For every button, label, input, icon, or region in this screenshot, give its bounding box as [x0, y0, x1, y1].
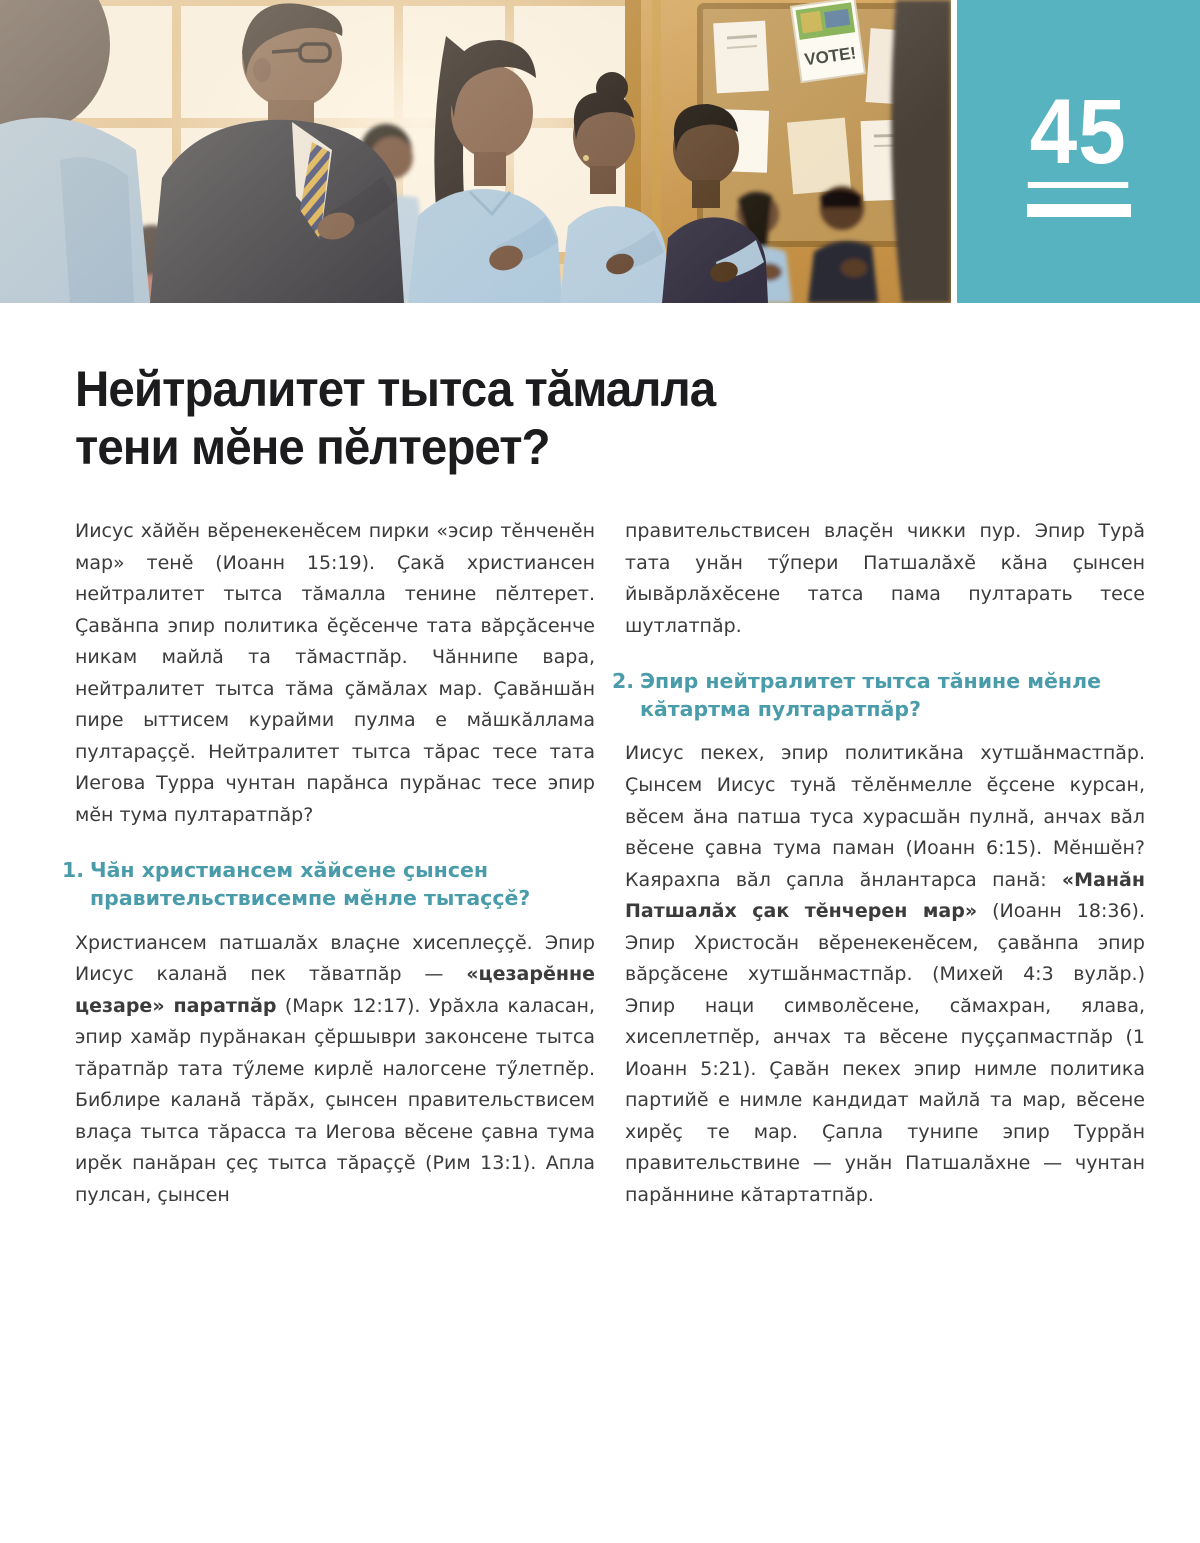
- paragraph: [625, 516, 1145, 642]
- light-haze-overlay: [0, 0, 951, 303]
- section-number: 1.: [62, 858, 85, 883]
- hero: [0, 0, 1200, 303]
- paragraph: [75, 516, 595, 831]
- page-title-line2: тени мӗне пӗлтерет?: [75, 419, 550, 475]
- paragraph-text: (Марк 12:17). Урӑхла каласан, эпир хамӑр пурӑнакан ҫӗршыври законсене тытса тӑратпӑр тата тӳлеме кирлӗ налогсене тӳлетпӗр. Библире каланӑ тӑрӑх, ҫынсен правительствисем влаҫа тытса тӑрасса та Иегова вӗсене ҫавна тума ирӗк панӑран ҫеҫ тытса тӑраҫҫӗ (Рим 13:1). Апла пулсан, ҫынсен: [75, 994, 596, 1206]
- column-left: [62, 516, 596, 1237]
- lesson-number: 45: [1028, 86, 1129, 188]
- page-title-line1: Нейтралитет тытса тӑмалла: [75, 361, 716, 417]
- section-heading: [62, 857, 595, 912]
- paragraph-text: Христиансем патшалӑх влаҫне хисеплеҫҫӗ. Эпир Иисус каланӑ пек тӑватпӑр —: [75, 931, 595, 986]
- paragraph-text: Иисус пекех, эпир политикӑна хутшӑнмастпӑр. Ҫынсем Иисус тунӑ тӗлӗнмелле ӗҫсене курсан, вӗсем ӑна патша туса хурасшӑн пулнӑ, анчах вӑл вӗсене ҫавна тума паман (Иоанн 6:15). Мӗншӗн? Каярахпа вӑл ҫапла ӑнлантарса панӑ:: [625, 742, 1145, 891]
- paragraph: [75, 928, 595, 1212]
- hero-photo: [0, 0, 951, 303]
- paragraph-text: Иисус хӑйӗн вӗренекенӗсем пирки «эсир тӗнченӗн мар» тенӗ (Иоанн 15:19). Ҫакӑ христиансен нейтралитет тытса тӑмалла тенине пӗлтерет. Ҫавӑнпа эпир политика ӗҫӗсенче тата вӑрҫӑсенче никам майлӑ та тӑмастпӑр. Чӑннипе вара, нейтралитет тытса тӑма ҫӑмӑлах мар. Ҫавӑншӑн пире ыттисем курайми пулма е мӑшкӑллама пултараҫҫӗ. Нейтралитет тытса тӑрас тесе тата Иегова Турра чунтан парӑнса пурӑнас тесе эпир мӗн тума пултаратпӑр?: [75, 520, 595, 826]
- section-heading-text: Чӑн христиансем хӑйсене ҫынсен правительствисемпе мӗнле тытаҫҫӗ?: [90, 858, 531, 910]
- section-heading: [612, 668, 1145, 723]
- column-right: [612, 516, 1145, 1237]
- section-heading-text: Эпир нейтралитет тытса тӑнине мӗнле кӑтартма пултаратпӑр?: [640, 669, 1101, 721]
- bold-scripture-quote: «Манӑн Патшалӑх ҫак тӗнчерен мар»: [625, 868, 1145, 923]
- paragraph: [625, 738, 1145, 1211]
- lesson-underline-bar: [1027, 204, 1131, 217]
- paragraph-text: правительствисен влаҫӗн чикки пур. Эпир Турӑ тата унӑн тӳпери Патшалӑхӗ кӑна ҫынсен йывӑрлӑхӗсене татса пама пултарать тесе шутлатпӑр.: [625, 520, 1145, 637]
- paragraph-text: (Иоанн 18:36). Эпир Христосӑн вӗренекенӗсем, ҫавӑнпа эпир вӑрҫӑсене хутшӑнмастпӑр. (Михей 4:3 вулӑр.) Эпир наци символӗсене, сӑмахран, ялава, хисеплетпӗр, анчах та вӗсене пуҫҫапмастпӑр (1 Иоанн 5:21). Ҫавӑн пекех эпир нимле политика партийӗ е нимле кандидат майлӑ та мар, вӗсене хирӗҫ те мар. Ҫапла тунипе эпир Туррӑн правительствине — унӑн Патшалӑхне — чунтан парӑннине кӑтартатпӑр.: [625, 900, 1145, 1206]
- article-columns: [62, 516, 1145, 1237]
- lesson-number-badge: [957, 0, 1200, 303]
- bold-scripture-quote: «цезарӗнне цезаре» паратпӑр: [75, 963, 595, 1017]
- section-number: 2.: [612, 669, 635, 694]
- page-title: [75, 360, 1144, 476]
